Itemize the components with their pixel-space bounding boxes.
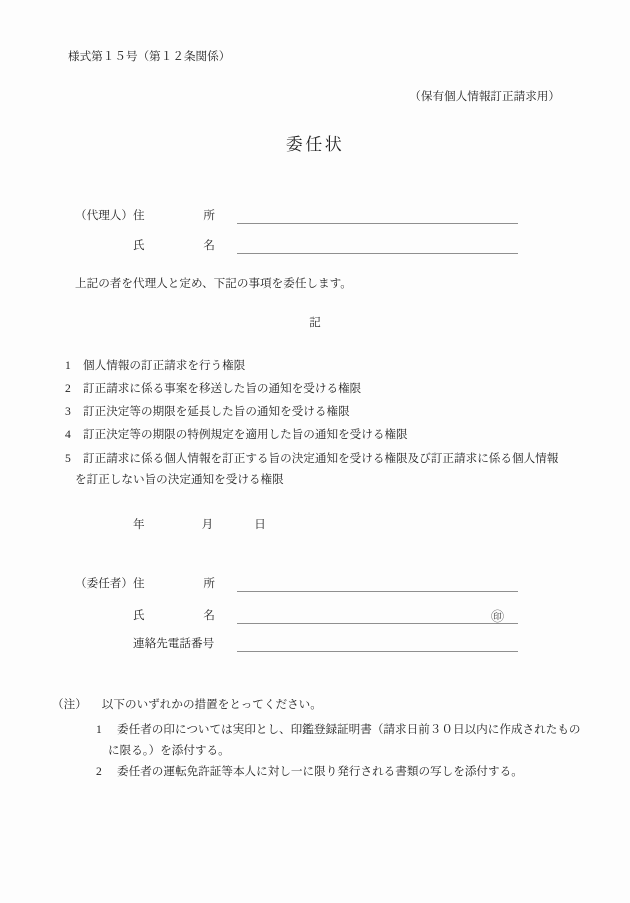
date-line [133, 517, 266, 533]
item-text: 訂正決定等の期限の特例規定を適用した旨の通知を受ける権限 [83, 428, 408, 441]
principal-party-label: （委任者） [75, 577, 133, 591]
notes-header [52, 697, 322, 713]
month-label: 月 [201, 518, 214, 531]
name-label: 氏 名 [133, 239, 215, 253]
purpose-note-label: （保有個人情報訂正請求用） [409, 90, 560, 103]
delegated-item [65, 448, 565, 490]
year-label: 年 [133, 518, 145, 531]
principal-name-row [75, 604, 518, 624]
item-number: 2 [65, 382, 71, 395]
item-number: 5 [65, 452, 71, 465]
item-text: 訂正請求に係る事案を移送した旨の通知を受ける権限 [83, 382, 362, 395]
item-text: 訂正請求に係る個人情報を訂正する旨の決定通知を受ける権限及び訂正請求に係る個人情報を訂正しない旨の決定通知を受ける権限 [75, 452, 559, 486]
agent-address-fill-line [237, 204, 518, 224]
note-number: 1 [96, 723, 102, 736]
note-item [96, 719, 582, 761]
note-item [96, 761, 523, 782]
delegated-item [65, 404, 350, 420]
agent-name-fill-line [237, 234, 518, 254]
address-label: 住 所 [133, 577, 215, 591]
day-label: 日 [254, 518, 266, 531]
agent-address-row [75, 204, 518, 224]
delegated-item [65, 427, 408, 443]
principal-address-row [75, 572, 518, 592]
principal-phone-fill-line [237, 632, 518, 652]
item-number: 4 [65, 428, 71, 441]
notes-label: （注） [52, 698, 87, 711]
delegated-item [65, 358, 245, 374]
notes-intro: 以下のいずれかの措置をとってください。 [101, 698, 322, 711]
form-number-label: 様式第１５号（第１２条関係） [68, 50, 231, 63]
principal-address-fill-line [237, 572, 518, 592]
note-text: 委任者の印については実印とし、印鑑登録証明書（請求日前３０日以内に作成されたものに限る。）を添付する。 [108, 723, 581, 757]
agent-party-label: （代理人） [75, 209, 133, 223]
declaration-text: 上記の者を代理人と定め、下記の事項を委任します。 [75, 277, 352, 290]
item-text: 個人情報の訂正請求を行う権限 [83, 359, 246, 372]
note-number: 2 [96, 765, 102, 778]
principal-name-fill-line [237, 604, 518, 624]
address-label: 住 所 [133, 209, 215, 223]
item-number: 3 [65, 405, 71, 418]
principal-phone-row [75, 632, 518, 652]
note-text: 委任者の運転免許証等本人に対し一に限り発行される書類の写しを添付する。 [117, 765, 523, 778]
phone-label: 連絡先電話番号 [133, 637, 215, 651]
agent-name-row [75, 234, 518, 254]
document-title: 委任状 [285, 135, 345, 154]
item-number: 1 [65, 359, 71, 372]
name-label: 氏 名 [133, 609, 215, 623]
list-heading: 記 [309, 316, 321, 329]
seal-placeholder-mark: ㊞ [490, 609, 504, 624]
delegated-item [65, 381, 361, 397]
item-text: 訂正決定等の期限を延長した旨の通知を受ける権限 [83, 405, 350, 418]
